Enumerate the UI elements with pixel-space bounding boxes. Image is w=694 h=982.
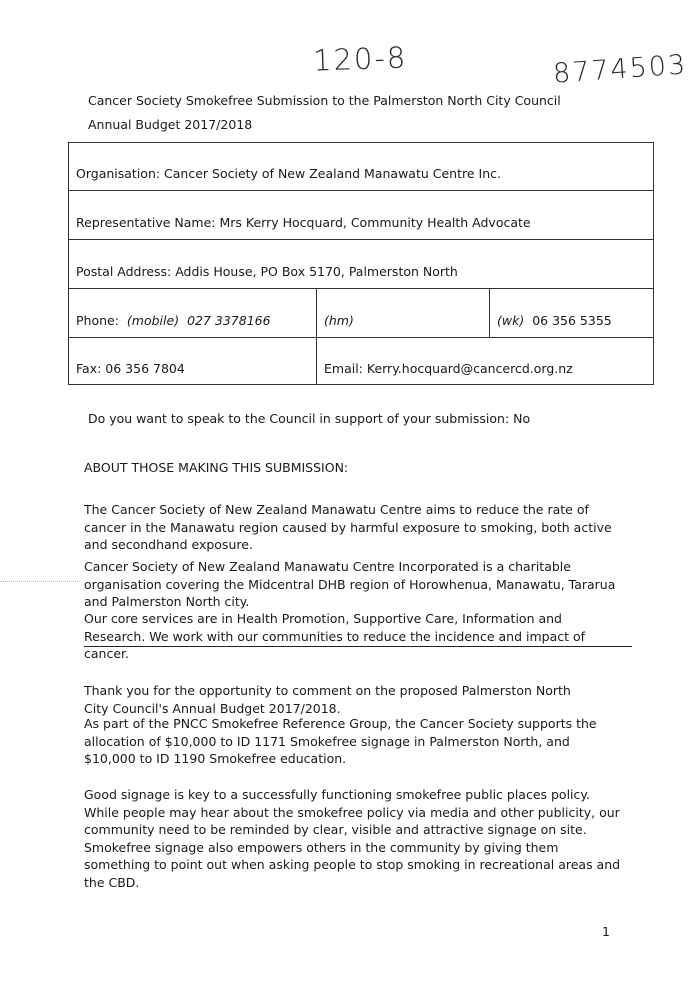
document-subtitle: Annual Budget 2017/2018 (88, 117, 253, 132)
about-heading: ABOUT THOSE MAKING THIS SUBMISSION: (84, 460, 349, 475)
document-title: Cancer Society Smokefree Submission to the Palmerston North City Council (88, 93, 561, 108)
body-paragraph: Thank you for the opportunity to comment on the proposed Palmerston North City Council's Annual Budget 2017/2018. (84, 683, 571, 716)
page-number: 1 (602, 924, 610, 939)
about-paragraph: Cancer Society of New Zealand Manawatu Centre Incorporated is a charitable organisation covering the Midcentral DHB region of Horowhenua, Manawatu, Tararua and Palmerston North city. (84, 559, 616, 609)
phone-mobile-tag: (mobile) (126, 313, 180, 328)
submitter-details-table (68, 142, 654, 385)
representative-field: Representative Name: Mrs Kerry Hocquard, Community Health Advocate (76, 215, 531, 230)
body-paragraph: Good signage is key to a successfully functioning smokefree public places policy. While people may hear about the smokefree policy via media and other publicity, our community need to be reminded by clear, visible and attractive signage on site. Smokefree signage also empowers others in the community by giving them something to point out when asking people to stop smoking in recreational areas and the CBD. (84, 787, 621, 890)
phone-home-tag: (hm) (324, 313, 354, 328)
table-divider (69, 288, 653, 289)
about-paragraph: Our core services are in Health Promotion, Supportive Care, Information and Research. We work with our communities to reduce the incidence and impact of cancer. (84, 611, 586, 661)
phone-mobile-field (76, 313, 271, 328)
postal-address-field: Postal Address: Addis House, PO Box 5170, Palmerston North (76, 264, 458, 279)
about-paragraph: The Cancer Society of New Zealand Manawatu Centre aims to reduce the rate of cancer in the Manawatu region caused by harmful exposure to smoking, both active and secondhand exposure. (84, 502, 612, 552)
scan-dotted-mark (0, 581, 80, 582)
body-paragraph: As part of the PNCC Smokefree Reference Group, the Cancer Society supports the allocation of $10,000 to ID 1171 Smokefree signage in Palmerston North, and $10,000 to ID 1190 Smokefree education. (84, 716, 597, 766)
phone-mobile-value: 027 3378166 (187, 313, 271, 328)
speak-question: Do you want to speak to the Council in support of your submission: No (88, 411, 531, 426)
table-column-divider (316, 288, 317, 385)
phone-work-value: 06 356 5355 (532, 313, 612, 328)
handwritten-note-left: 120-8 (312, 40, 408, 78)
table-column-divider (489, 288, 490, 337)
handwritten-note-right: 8774503 (552, 49, 689, 90)
phone-work-tag: (wk) (497, 313, 525, 328)
fax-field: Fax: 06 356 7804 (76, 361, 185, 376)
phone-label: Phone: (76, 313, 119, 328)
section-divider (84, 646, 632, 647)
email-field: Email: Kerry.hocquard@cancercd.org.nz (324, 361, 573, 376)
table-divider (69, 239, 653, 240)
phone-work-field (497, 313, 612, 328)
table-divider (69, 190, 653, 191)
table-divider (69, 337, 653, 338)
organisation-field: Organisation: Cancer Society of New Zealand Manawatu Centre Inc. (76, 166, 501, 181)
